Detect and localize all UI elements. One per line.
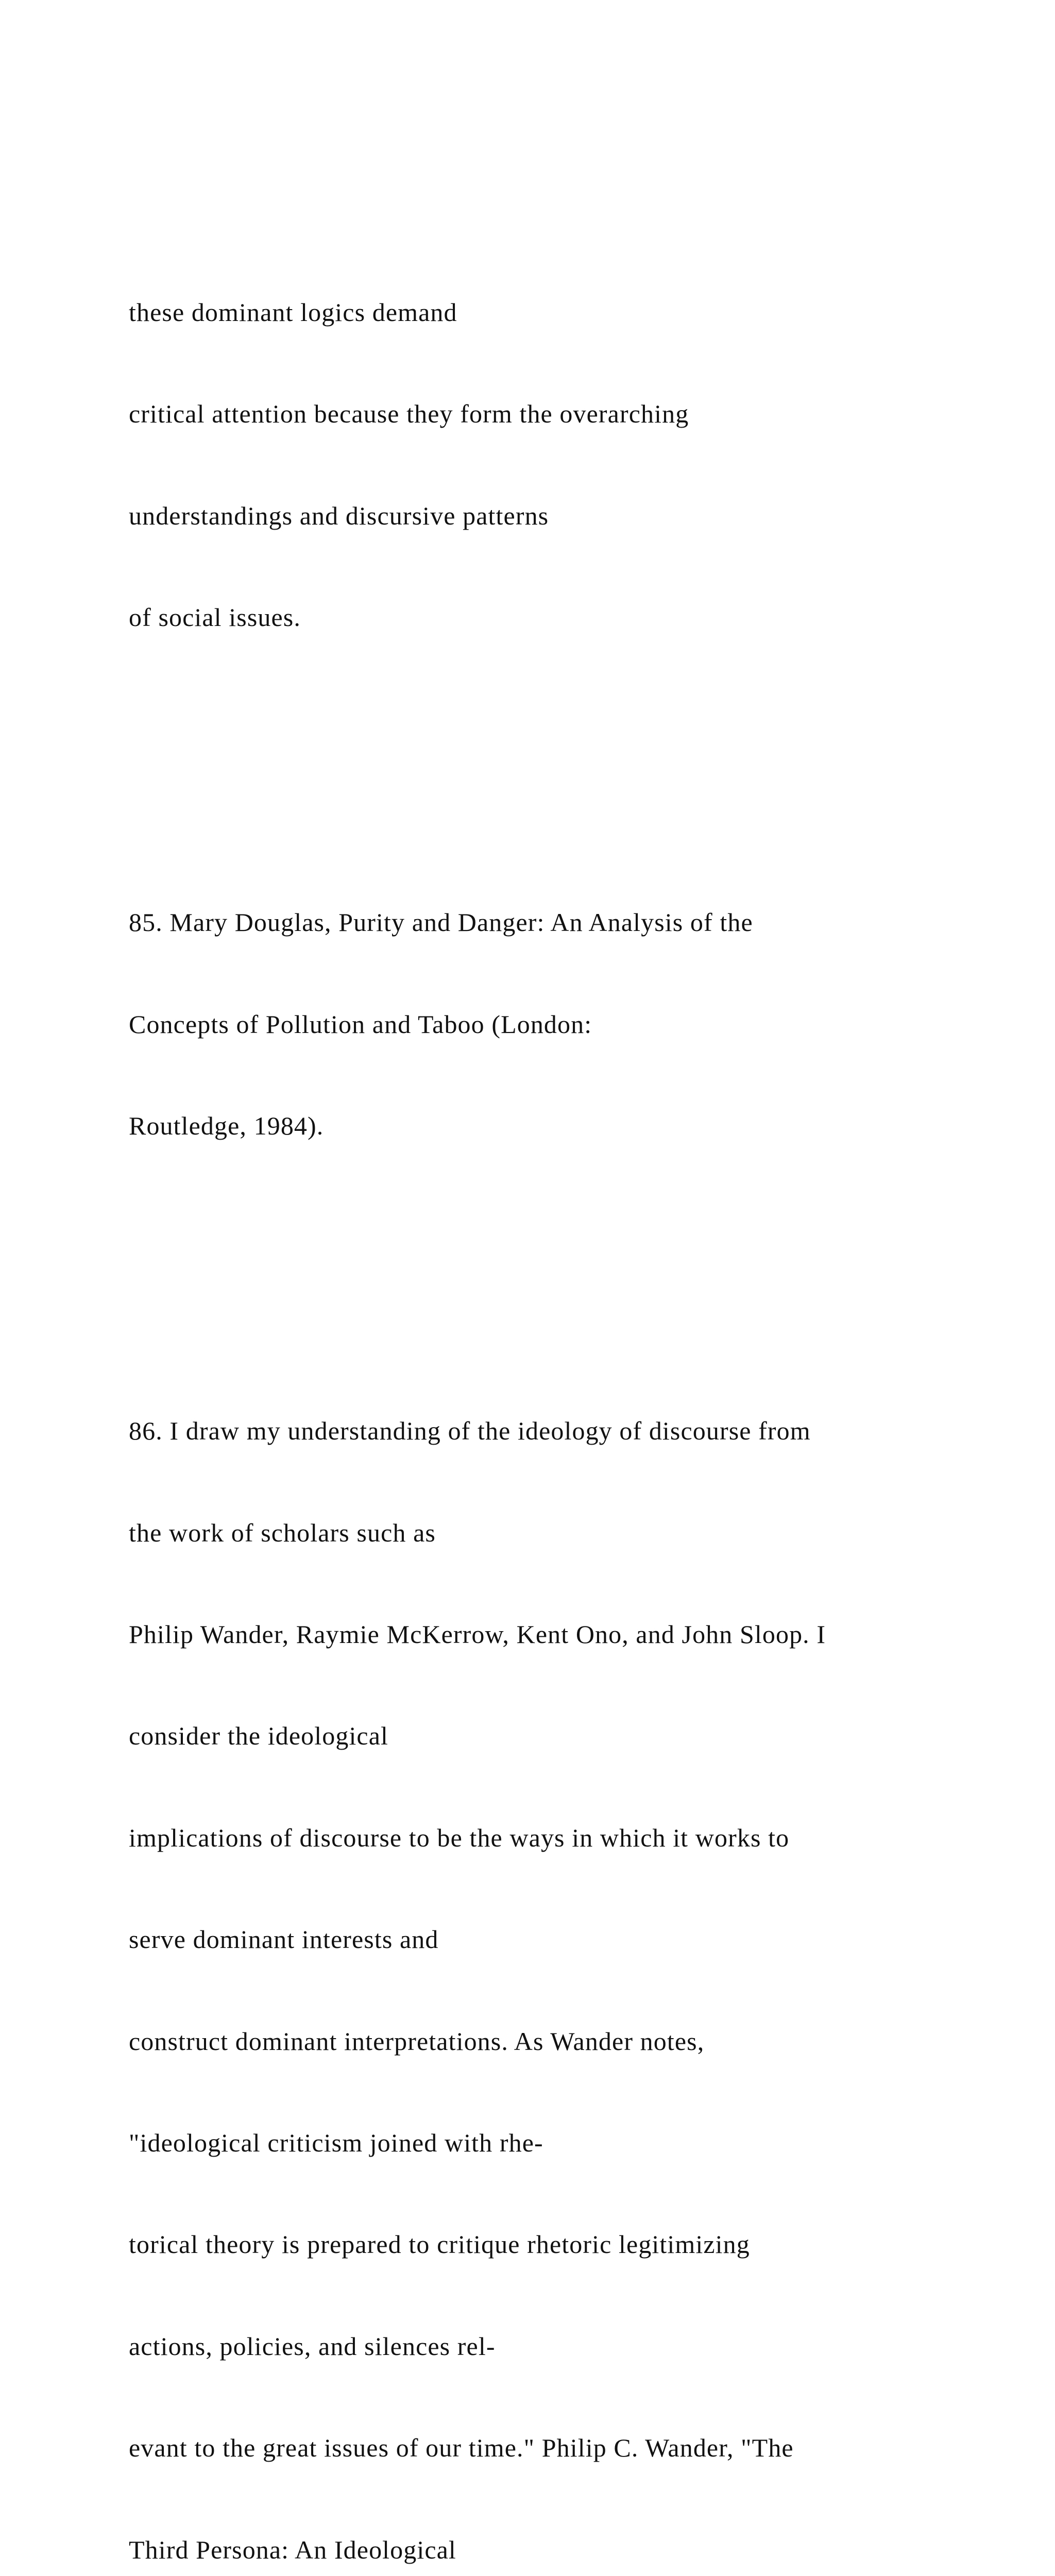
text-line: Philip Wander, Raymie McKerrow, Kent Ono, and John Sloop. I xyxy=(129,1620,826,1649)
text-line: implications of discourse to be the ways in which it works to xyxy=(129,1823,790,1852)
text-line: construct dominant interpretations. As Wander notes, xyxy=(129,2026,705,2056)
text-line: 86. I draw my understanding of the ideology of discourse from xyxy=(129,1416,811,1446)
text-line: Third Persona: An Ideological xyxy=(129,2535,456,2564)
document-text xyxy=(129,126,1046,2576)
footnote-85 xyxy=(129,838,1046,1211)
text-line: torical theory is prepared to critique rhetoric legitimizing xyxy=(129,2230,750,2259)
text-line: of social issues. xyxy=(129,603,301,632)
text-line: 85. Mary Douglas, Purity and Danger: An Analysis of the xyxy=(129,908,753,937)
text-line: critical attention because they form the overarching xyxy=(129,399,689,429)
footnote-86 xyxy=(129,1347,1046,2576)
text-line: "ideological criticism joined with rhe- xyxy=(129,2128,543,2158)
text-line: consider the ideological xyxy=(129,1721,389,1751)
text-line: Concepts of Pollution and Taboo (London: xyxy=(129,1009,592,1039)
text-line: Routledge, 1984). xyxy=(129,1111,324,1141)
text-line: actions, policies, and silences rel- xyxy=(129,2331,496,2361)
text-line: serve dominant interests and xyxy=(129,1925,439,1954)
text-line: these dominant logics demand xyxy=(129,297,457,327)
text-line: evant to the great issues of our time." Philip C. Wander, "The xyxy=(129,2433,794,2463)
paragraph-continuation xyxy=(129,228,1046,702)
text-line: the work of scholars such as xyxy=(129,1518,436,1547)
text-line: understandings and discursive patterns xyxy=(129,501,549,530)
